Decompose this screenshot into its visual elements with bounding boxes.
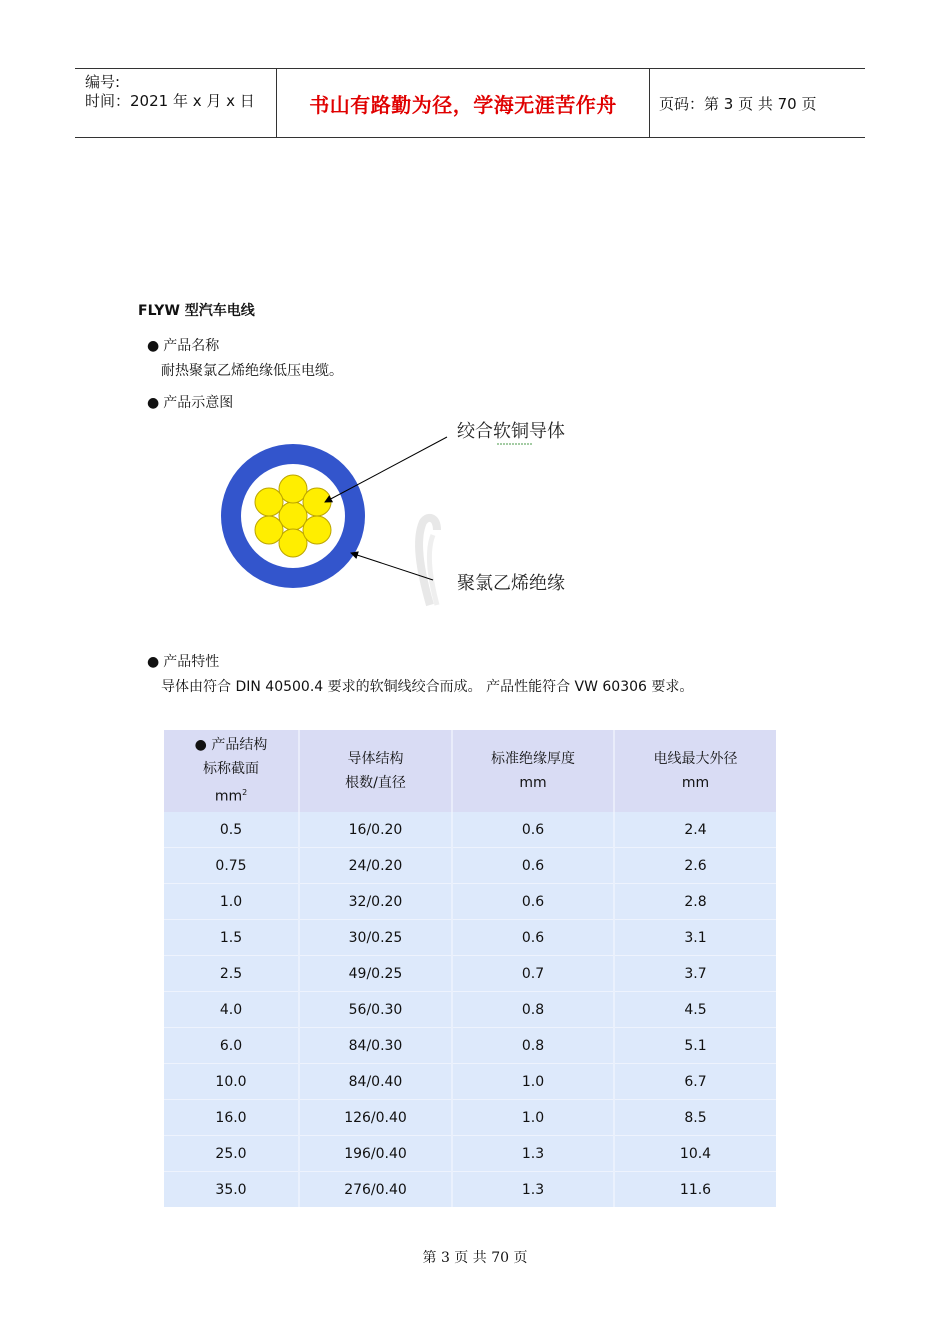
header-line: 电线最大外径	[653, 751, 738, 767]
insulation-label: 聚氯乙烯绝缘	[457, 573, 565, 594]
table-cell: 0.6	[452, 812, 614, 848]
table-row	[164, 920, 776, 956]
header-line: 标称截面	[203, 761, 259, 778]
header-page-cell	[650, 69, 865, 137]
section-product-diagram	[147, 392, 233, 412]
table-cell: 3.1	[614, 920, 776, 956]
bullet-icon: ●	[147, 654, 160, 670]
table-cell: 84/0.40	[299, 1064, 452, 1100]
table-cell: 30/0.25	[299, 920, 452, 956]
table-header-row	[164, 730, 776, 812]
table-cell: 0.7	[452, 956, 614, 992]
table-cell: 56/0.30	[299, 992, 452, 1028]
header-number-label: 编号:	[85, 73, 121, 91]
table-row	[164, 848, 776, 884]
table-cell: 16.0	[164, 1100, 299, 1136]
table-cell: 32/0.20	[299, 884, 452, 920]
strand	[255, 488, 283, 516]
unit-text: mm	[214, 788, 243, 805]
page-footer: 第 3 页 共 70 页	[422, 1250, 528, 1266]
page-header	[75, 68, 865, 138]
header-line: mm	[681, 775, 710, 791]
section-product-features	[147, 651, 219, 671]
table-cell: 0.5	[164, 812, 299, 848]
spec-table	[164, 730, 776, 1207]
strand	[279, 475, 307, 503]
table-cell: 24/0.20	[299, 848, 452, 884]
table-cell: 2.6	[614, 848, 776, 884]
table-cell: 35.0	[164, 1172, 299, 1208]
table-cell: 4.0	[164, 992, 299, 1028]
bullet-icon: ●	[147, 395, 160, 411]
section-label: 产品特性	[163, 654, 220, 670]
table-cell: 0.8	[452, 992, 614, 1028]
table-row	[164, 1064, 776, 1100]
strand	[279, 529, 307, 557]
header-line: 导体结构	[347, 751, 404, 767]
table-row	[164, 956, 776, 992]
table-cell: 10.4	[614, 1136, 776, 1172]
table-cell: 1.0	[164, 884, 299, 920]
table-cell: 0.8	[452, 1028, 614, 1064]
table-cell: 0.75	[164, 848, 299, 884]
header-motto: 书山有路勤为径，学海无涯苦作舟	[309, 92, 617, 117]
table-cell: 0.6	[452, 920, 614, 956]
table-cell: 6.0	[164, 1028, 299, 1064]
table-cell: 49/0.25	[299, 956, 452, 992]
bullet-icon: ●	[147, 338, 160, 354]
header-conductor	[299, 730, 452, 812]
table-cell: 1.0	[452, 1100, 614, 1136]
table-cell: 0.6	[452, 884, 614, 920]
strand	[303, 516, 331, 544]
features-text: 导体由符合 DIN 40500.4 要求的软铜线绞合而成。 产品性能符合 VW 60306 要求。	[161, 679, 694, 695]
header-line	[164, 781, 298, 809]
header-page-label: 页码：第 3 页 共 70 页	[659, 94, 817, 113]
table-row	[164, 1100, 776, 1136]
table-cell: 25.0	[164, 1136, 299, 1172]
strand	[279, 502, 307, 530]
table-cell: 0.6	[452, 848, 614, 884]
header-line: 标准绝缘厚度	[491, 751, 575, 767]
header-cross-section	[164, 730, 299, 812]
header-max-diameter	[614, 730, 776, 812]
table-cell: 16/0.20	[299, 812, 452, 848]
header-meta-cell	[75, 69, 277, 137]
strand	[303, 488, 331, 516]
table-cell: 1.0	[452, 1064, 614, 1100]
table-cell: 10.0	[164, 1064, 299, 1100]
product-name-text: 耐热聚氯乙烯绝缘低压电缆。	[161, 363, 343, 379]
table-cell: 6.7	[614, 1064, 776, 1100]
table-row	[164, 1028, 776, 1064]
conductor-label: 绞合软铜导体	[457, 421, 565, 442]
table-cell: 1.3	[452, 1172, 614, 1208]
table-row	[164, 1136, 776, 1172]
table-cell: 196/0.40	[299, 1136, 452, 1172]
table-cell: 126/0.40	[299, 1100, 452, 1136]
table-row	[164, 1172, 776, 1208]
header-line: 根数/直径	[345, 775, 406, 791]
table-row	[164, 812, 776, 848]
table-cell: 8.5	[614, 1100, 776, 1136]
section-label: 产品名称	[163, 338, 220, 354]
header-time-label: 时间：2021 年 x 月 x 日	[85, 92, 255, 110]
unit-superscript: 2	[242, 788, 248, 798]
table-body	[164, 812, 776, 1207]
header-insulation-thickness	[452, 730, 614, 812]
strand	[255, 516, 283, 544]
table-cell: 3.7	[614, 956, 776, 992]
table-cell: 11.6	[614, 1172, 776, 1208]
table-cell: 2.5	[164, 956, 299, 992]
table-cell: 1.3	[452, 1136, 614, 1172]
table-cell: 2.4	[614, 812, 776, 848]
table-cell: 2.8	[614, 884, 776, 920]
table-cell: 276/0.40	[299, 1172, 452, 1208]
table-row	[164, 992, 776, 1028]
section-label: 产品示意图	[163, 395, 234, 411]
header-line: mm	[519, 775, 547, 791]
table-cell: 84/0.30	[299, 1028, 452, 1064]
section-product-name	[147, 335, 219, 355]
header-motto-cell	[277, 69, 650, 137]
cable-cross-section-diagram	[215, 410, 615, 610]
table-cell: 1.5	[164, 920, 299, 956]
table-cell: 5.1	[614, 1028, 776, 1064]
table-cell: 4.5	[614, 992, 776, 1028]
header-line: ● 产品结构	[194, 737, 268, 754]
table-row	[164, 884, 776, 920]
document-title: FLYW 型汽车电线	[138, 303, 255, 319]
